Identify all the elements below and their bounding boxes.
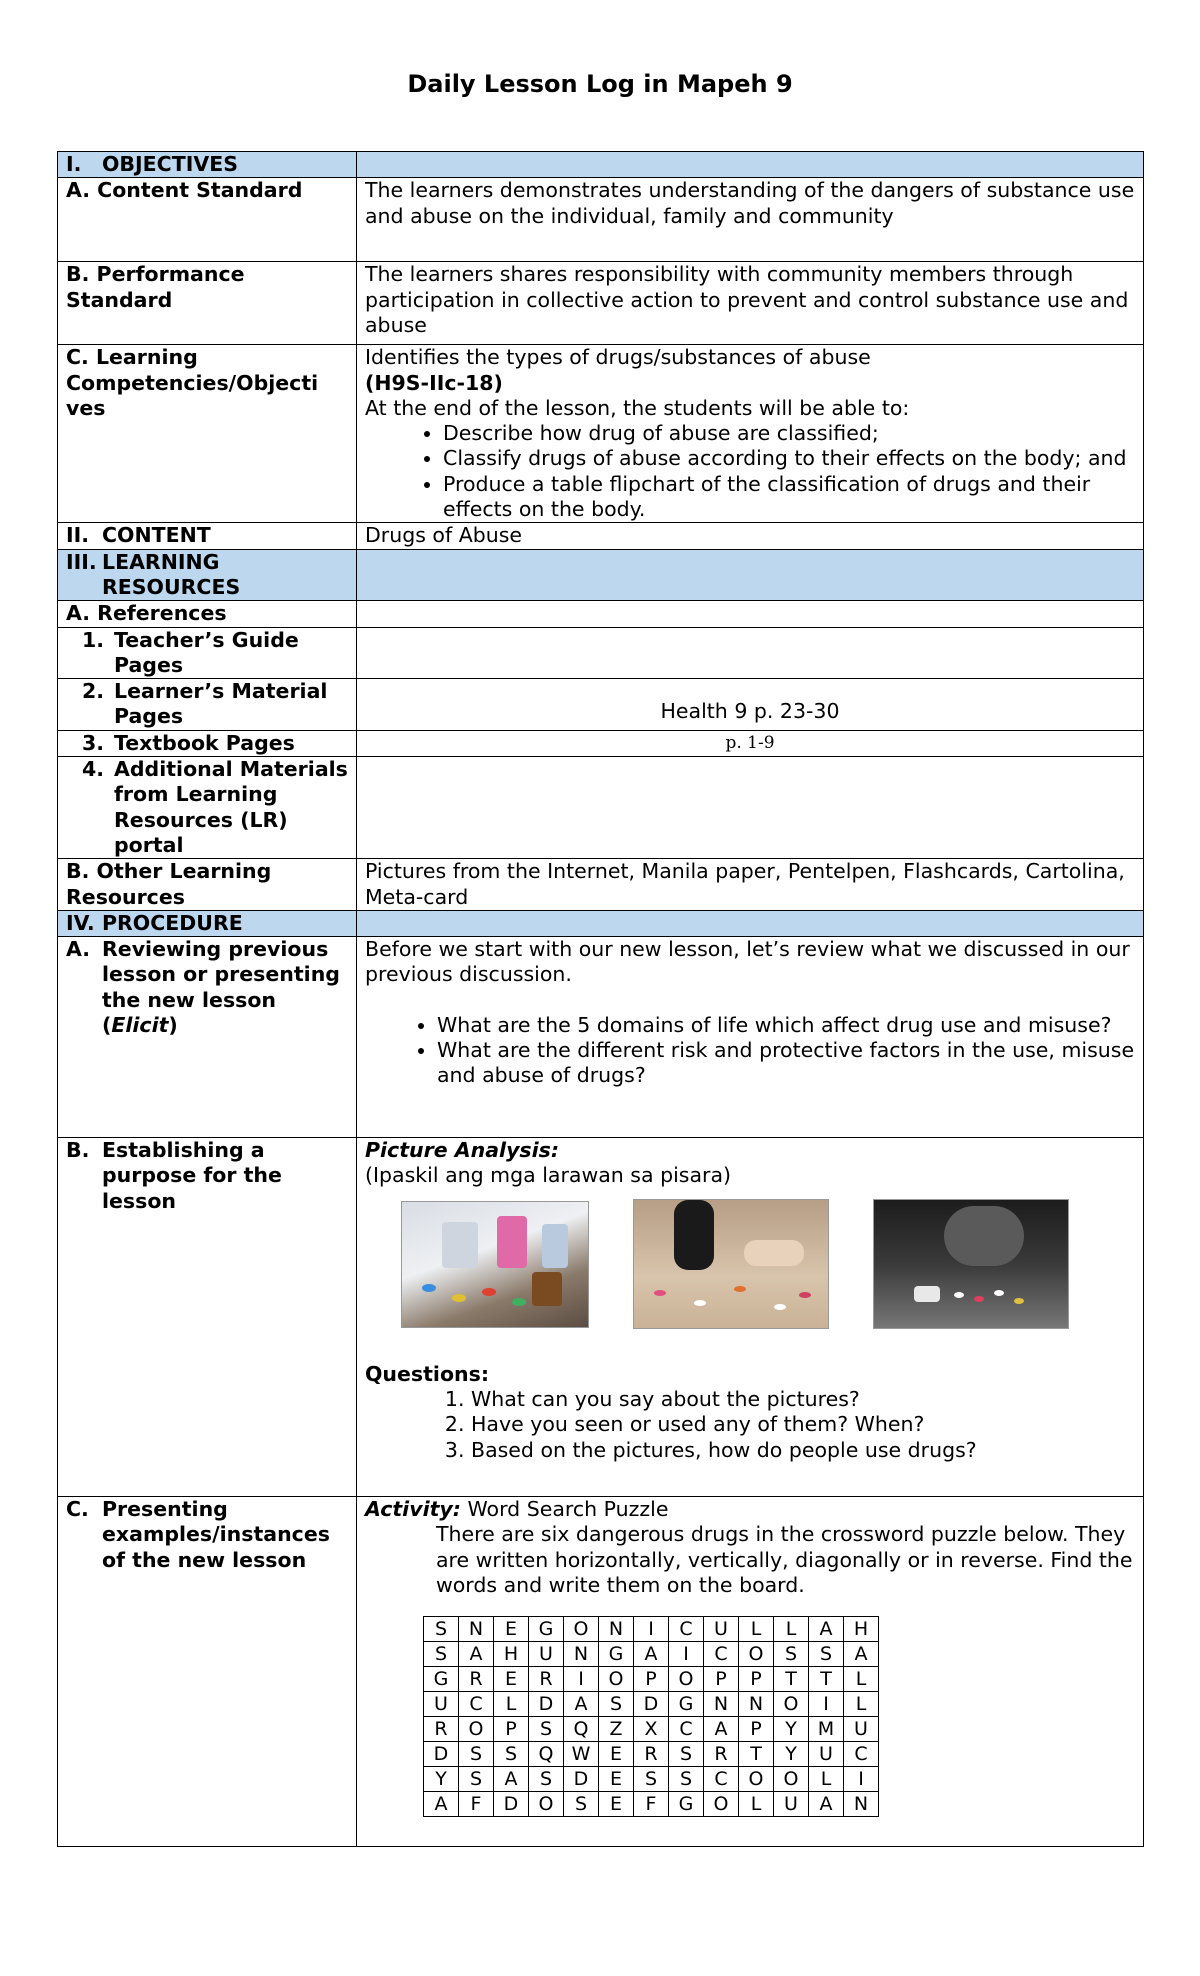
puzzle-cell: H — [844, 1617, 879, 1642]
reference-label: Additional Materials from Learning Resources (LR) portal — [114, 757, 348, 857]
picture-analysis-note: (Ipaskil ang mga larawan sa pisara) — [365, 1163, 732, 1188]
puzzle-row — [424, 1642, 879, 1667]
puzzle-cell: E — [494, 1667, 529, 1692]
puzzle-cell: P — [739, 1717, 774, 1742]
puzzle-cell: S — [529, 1717, 564, 1742]
puzzle-cell: L — [809, 1767, 844, 1792]
puzzle-cell: D — [634, 1692, 669, 1717]
puzzle-cell: Q — [564, 1717, 599, 1742]
puzzle-cell: U — [424, 1692, 459, 1717]
procedure-b-label: Establishing a purpose for the lesson — [102, 1138, 282, 1213]
reference-num: 4. — [82, 757, 105, 782]
other-resources-label: B. Other Learning Resources — [58, 859, 357, 911]
puzzle-cell: Y — [774, 1717, 809, 1742]
resources-header-row — [58, 549, 1144, 601]
activity-instructions: There are six dangerous drugs in the crossword puzzle below. They are written horizontally, vertically, diagonally or in reverse. Find the words and write them on the board. — [436, 1522, 1133, 1598]
list-item: 1. What can you say about the pictures? — [471, 1387, 1135, 1412]
reference-row-learners-material — [58, 679, 1144, 731]
reference-num: 1. — [82, 627, 105, 652]
puzzle-cell: A — [494, 1767, 529, 1792]
puzzle-cell: R — [529, 1667, 564, 1692]
person-with-pills-image — [873, 1199, 1069, 1329]
puzzle-cell: R — [634, 1742, 669, 1767]
puzzle-cell: U — [844, 1717, 879, 1742]
puzzle-cell: N — [459, 1617, 494, 1642]
puzzle-cell: F — [634, 1792, 669, 1817]
procedure-num: IV. — [66, 910, 95, 935]
puzzle-cell: N — [844, 1792, 879, 1817]
procedure-c-row — [58, 1497, 1144, 1847]
puzzle-cell: D — [424, 1742, 459, 1767]
puzzle-cell: O — [599, 1667, 634, 1692]
other-resources-text: Pictures from the Internet, Manila paper, Pentelpen, Flashcards, Cartolina, Meta-card — [357, 859, 1144, 911]
procedure-header-row — [58, 910, 1144, 936]
procedure-a-label: Reviewing previous lesson or presenting the new lesson (Elicit) — [102, 937, 340, 1038]
puzzle-cell: L — [844, 1692, 879, 1717]
puzzle-cell: O — [459, 1717, 494, 1742]
puzzle-cell: A — [424, 1792, 459, 1817]
puzzle-cell: S — [459, 1767, 494, 1792]
puzzle-cell: O — [564, 1617, 599, 1642]
puzzle-cell: P — [739, 1667, 774, 1692]
puzzle-cell: T — [739, 1742, 774, 1767]
procedure-label: PROCEDURE — [102, 910, 243, 935]
puzzle-cell: G — [669, 1792, 704, 1817]
performance-standard-label: B. Performance Standard — [58, 262, 357, 345]
content-label: CONTENT — [102, 523, 211, 548]
puzzle-cell: Y — [774, 1742, 809, 1767]
puzzle-cell: O — [704, 1792, 739, 1817]
page-title: Daily Lesson Log in Mapeh 9 — [407, 70, 793, 98]
puzzle-row — [424, 1617, 879, 1642]
review-questions — [365, 1013, 1135, 1089]
performance-standard-text: The learners shares responsibility with community members through participation in collective action to prevent and control substance use and abuse — [357, 262, 1144, 345]
puzzle-cell: L — [774, 1617, 809, 1642]
content-standard-label: A. Content Standard — [58, 178, 357, 262]
puzzle-cell: S — [599, 1692, 634, 1717]
competency-code: (H9S-IIc-18) — [365, 370, 503, 395]
objectives-label: OBJECTIVES — [102, 152, 238, 176]
resources-num: III. — [66, 549, 97, 574]
puzzle-cell: L — [494, 1692, 529, 1717]
puzzle-cell: P — [634, 1667, 669, 1692]
lesson-log-table — [57, 151, 1144, 1847]
puzzle-cell: S — [809, 1642, 844, 1667]
list-item: • What are the different risk and protective factors in the use, misuse and abuse of drugs? — [437, 1038, 1135, 1089]
reference-value — [357, 757, 1144, 859]
content-standard-row — [58, 178, 1144, 262]
puzzle-cell: G — [599, 1642, 634, 1667]
puzzle-cell: S — [494, 1742, 529, 1767]
puzzle-cell: O — [774, 1692, 809, 1717]
puzzle-cell: D — [564, 1767, 599, 1792]
puzzle-cell: E — [494, 1617, 529, 1642]
reference-num: 3. — [82, 730, 105, 755]
puzzle-cell: S — [424, 1617, 459, 1642]
puzzle-cell: A — [459, 1642, 494, 1667]
puzzle-cell: I — [634, 1617, 669, 1642]
puzzle-cell: N — [564, 1642, 599, 1667]
puzzle-cell: G — [529, 1617, 564, 1642]
puzzle-cell: L — [844, 1667, 879, 1692]
puzzle-cell: M — [809, 1717, 844, 1742]
puzzle-row — [424, 1792, 879, 1817]
activity-title: Word Search Puzzle — [460, 1497, 669, 1522]
puzzle-cell: L — [739, 1792, 774, 1817]
puzzle-cell: L — [739, 1617, 774, 1642]
hand-with-pills-image — [633, 1199, 829, 1329]
puzzle-cell: O — [529, 1792, 564, 1817]
list-item: • Classify drugs of abuse according to their effects on the body; and — [443, 446, 1135, 471]
procedure-b-row — [58, 1138, 1144, 1497]
list-item: 3. Based on the pictures, how do people use drugs? — [471, 1438, 1135, 1463]
puzzle-cell: U — [809, 1742, 844, 1767]
puzzle-cell: S — [669, 1767, 704, 1792]
objectives-header-row — [58, 152, 1144, 178]
competencies-label: C. Learning Competencies/Objecti ves — [58, 345, 357, 523]
pills-and-syringe-image — [401, 1201, 589, 1328]
list-item: • What are the 5 domains of life which affect drug use and misuse? — [437, 1013, 1135, 1038]
questions-list — [365, 1387, 1135, 1463]
reference-label: Learner’s Material Pages — [114, 679, 328, 729]
puzzle-row — [424, 1667, 879, 1692]
reference-row-additional — [58, 757, 1144, 859]
puzzle-cell: N — [739, 1692, 774, 1717]
puzzle-cell: G — [424, 1667, 459, 1692]
puzzle-cell: U — [529, 1642, 564, 1667]
objectives-num: I. — [66, 152, 82, 176]
puzzle-cell: H — [494, 1642, 529, 1667]
content-row — [58, 523, 1144, 549]
picture-analysis-heading: Picture Analysis: — [365, 1138, 560, 1163]
puzzle-cell: C — [844, 1742, 879, 1767]
puzzle-cell: A — [809, 1617, 844, 1642]
puzzle-cell: C — [459, 1692, 494, 1717]
procedure-c-label: Presenting examples/instances of the new lesson — [102, 1497, 330, 1572]
reference-value: p. 1-9 — [357, 730, 1144, 756]
puzzle-cell: A — [704, 1717, 739, 1742]
puzzle-cell: T — [774, 1667, 809, 1692]
puzzle-cell: S — [774, 1642, 809, 1667]
puzzle-cell: E — [599, 1792, 634, 1817]
puzzle-cell: O — [739, 1642, 774, 1667]
resources-label: LEARNING RESOURCES — [102, 549, 241, 599]
objectives-intro: At the end of the lesson, the students will be able to: — [365, 395, 910, 420]
puzzle-cell: Z — [599, 1717, 634, 1742]
puzzle-cell: C — [704, 1767, 739, 1792]
procedure-b-letter: B. — [66, 1138, 90, 1163]
puzzle-row — [424, 1742, 879, 1767]
performance-standard-row — [58, 262, 1144, 345]
other-resources-row — [58, 859, 1144, 911]
puzzle-cell: S — [529, 1767, 564, 1792]
reference-value — [357, 627, 1144, 679]
content-standard-text: The learners demonstrates understanding of the dangers of substance use and abuse on the individual, family and community — [357, 178, 1144, 262]
reference-value: Health 9 p. 23-30 — [357, 679, 1144, 731]
reference-row-textbook — [58, 730, 1144, 756]
activity-heading — [365, 1497, 1135, 1522]
competencies-row — [58, 345, 1144, 523]
content-text: Drugs of Abuse — [357, 523, 1144, 549]
puzzle-row — [424, 1717, 879, 1742]
puzzle-cell: R — [704, 1742, 739, 1767]
reference-label: Teacher’s Guide Pages — [114, 627, 299, 677]
picture-gallery — [365, 1189, 1135, 1349]
puzzle-cell: Y — [424, 1767, 459, 1792]
puzzle-row — [424, 1767, 879, 1792]
content-num: II. — [66, 523, 90, 548]
puzzle-cell: I — [564, 1667, 599, 1692]
procedure-c-letter: C. — [66, 1497, 89, 1522]
questions-label: Questions: — [365, 1361, 490, 1386]
puzzle-cell: S — [669, 1742, 704, 1767]
puzzle-cell: C — [669, 1617, 704, 1642]
puzzle-cell: E — [599, 1742, 634, 1767]
word-search-puzzle — [423, 1616, 879, 1817]
competency-text: Identifies the types of drugs/substances of abuse — [365, 345, 871, 370]
puzzle-cell: C — [704, 1642, 739, 1667]
puzzle-cell: A — [564, 1692, 599, 1717]
puzzle-cell: R — [459, 1667, 494, 1692]
activity-label: Activity: — [365, 1497, 461, 1522]
review-intro: Before we start with our new lesson, let’s review what we discussed in our previous discussion. — [365, 937, 1130, 987]
puzzle-cell: S — [634, 1767, 669, 1792]
reference-num: 2. — [82, 679, 105, 704]
puzzle-cell: A — [634, 1642, 669, 1667]
puzzle-cell: I — [669, 1642, 704, 1667]
puzzle-cell: X — [634, 1717, 669, 1742]
references-row — [58, 601, 1144, 627]
puzzle-cell: C — [669, 1717, 704, 1742]
reference-label: Textbook Pages — [114, 730, 295, 755]
puzzle-cell: I — [809, 1692, 844, 1717]
reference-row-teachers-guide — [58, 627, 1144, 679]
puzzle-cell: U — [704, 1617, 739, 1642]
list-item: • Produce a table flipchart of the classification of drugs and their effects on the body. — [443, 472, 1135, 523]
puzzle-cell: A — [809, 1792, 844, 1817]
puzzle-cell: S — [459, 1742, 494, 1767]
puzzle-row — [424, 1692, 879, 1717]
puzzle-cell: O — [669, 1667, 704, 1692]
puzzle-cell: Q — [529, 1742, 564, 1767]
puzzle-cell: F — [459, 1792, 494, 1817]
puzzle-cell: S — [564, 1792, 599, 1817]
procedure-a-row — [58, 937, 1144, 1138]
puzzle-cell: P — [494, 1717, 529, 1742]
puzzle-cell: A — [844, 1642, 879, 1667]
puzzle-cell: U — [774, 1792, 809, 1817]
puzzle-cell: N — [704, 1692, 739, 1717]
puzzle-cell: G — [669, 1692, 704, 1717]
puzzle-cell: P — [704, 1667, 739, 1692]
puzzle-cell: R — [424, 1717, 459, 1742]
puzzle-cell: D — [494, 1792, 529, 1817]
puzzle-cell: O — [774, 1767, 809, 1792]
list-item: 2. Have you seen or used any of them? When? — [471, 1412, 1135, 1437]
puzzle-cell: D — [529, 1692, 564, 1717]
objectives-list — [365, 421, 1135, 522]
puzzle-cell: T — [809, 1667, 844, 1692]
puzzle-cell: O — [739, 1767, 774, 1792]
references-label: A. References — [58, 601, 357, 627]
procedure-a-letter: A. — [66, 937, 91, 962]
puzzle-cell: W — [564, 1742, 599, 1767]
puzzle-cell: I — [844, 1767, 879, 1792]
puzzle-cell: S — [424, 1642, 459, 1667]
list-item: • Describe how drug of abuse are classified; — [443, 421, 1135, 446]
puzzle-cell: E — [599, 1767, 634, 1792]
puzzle-cell: N — [599, 1617, 634, 1642]
